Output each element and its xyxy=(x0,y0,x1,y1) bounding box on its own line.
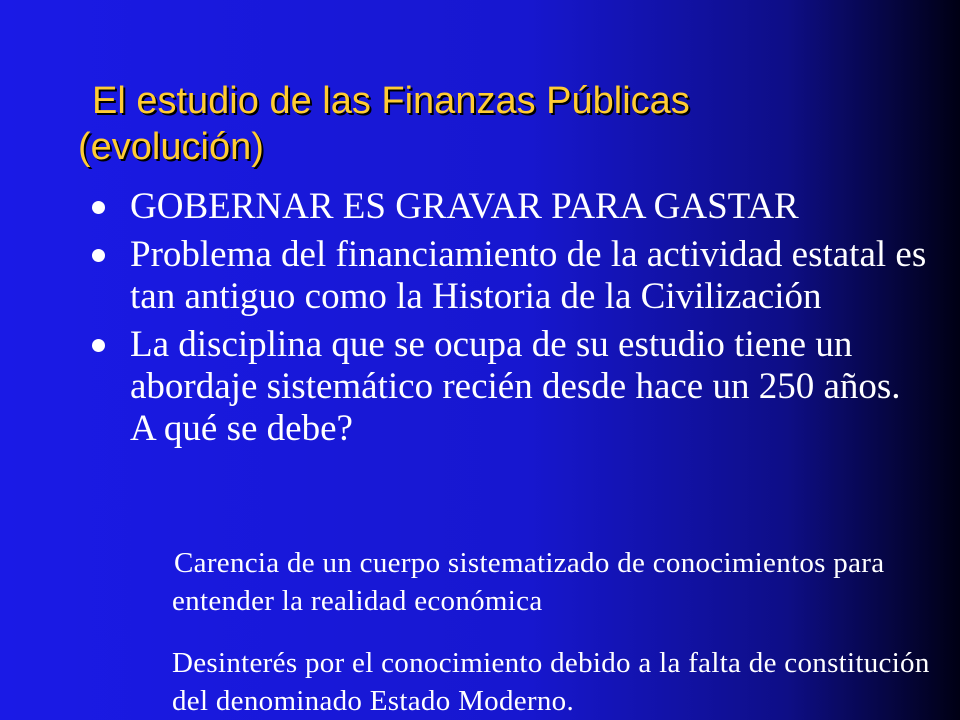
bullet-text: La disciplina que se ocupa de su estudio tiene un abordaje sistemático recién desde hace un 250 años. A qué se debe? xyxy=(130,324,901,449)
sub-point-text: Desinterés por el conocimiento debido a la falta de constitución del denominado Estado Moderno. xyxy=(172,647,930,717)
slide-title-line-2: (evolución) xyxy=(78,126,264,168)
slide-title-line-1: El estudio de las Finanzas Públicas xyxy=(92,80,690,122)
bullet-dot-icon xyxy=(92,249,105,262)
bullet-dot-icon xyxy=(92,201,105,214)
sub-point-desinteres xyxy=(172,644,952,720)
bullet-dot-icon xyxy=(92,339,105,352)
bullet-list xyxy=(92,186,932,456)
bullet-text: Problema del financiamiento de la actividad estatal es tan antiguo como la Historia de la Civilización xyxy=(130,234,927,317)
sub-point-text: Carencia de un cuerpo sistematizado de conocimientos para entender la realidad económica xyxy=(172,547,885,617)
bullet-item xyxy=(92,186,932,228)
bullet-item xyxy=(92,324,932,450)
sub-point-carencia xyxy=(172,544,942,620)
bullet-item xyxy=(92,234,932,318)
bullet-text: GOBERNAR ES GRAVAR PARA GASTAR xyxy=(130,186,799,227)
slide-title xyxy=(78,78,878,170)
